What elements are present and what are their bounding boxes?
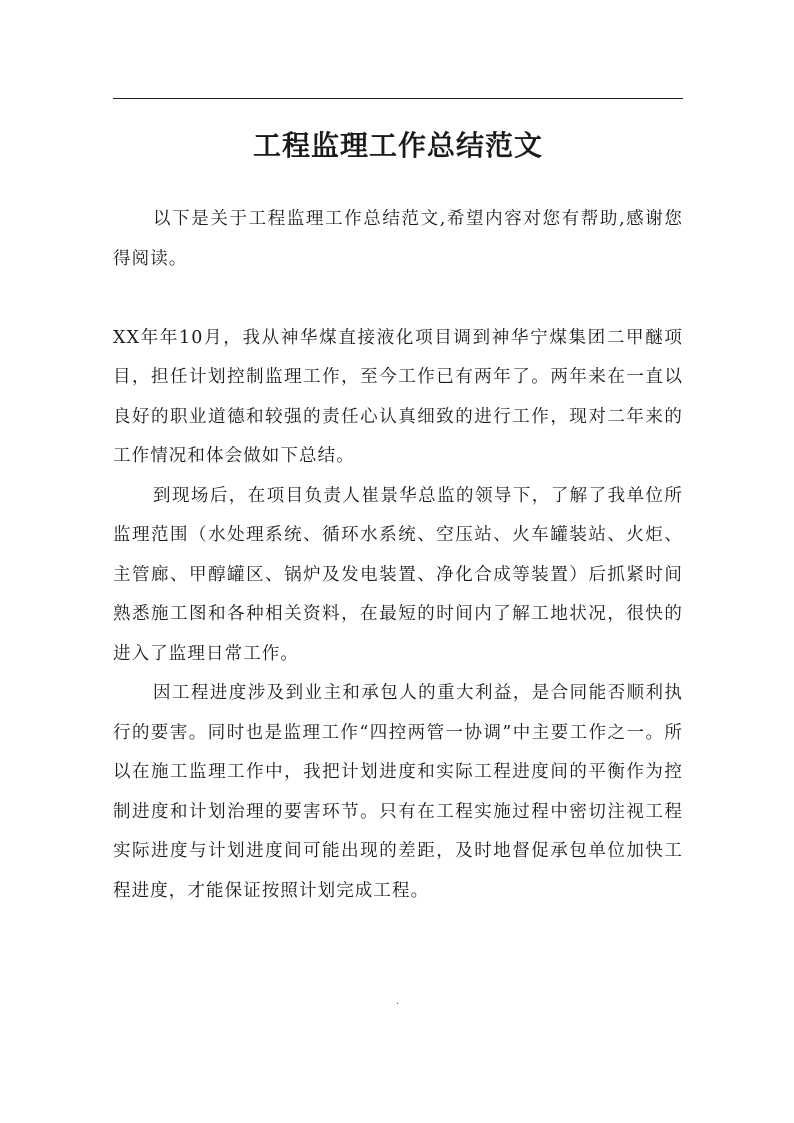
page-footer-mark: . xyxy=(396,996,400,1007)
intro-paragraph: 以下是关于工程监理工作总结范文,希望内容对您有帮助,感谢您得阅读。 xyxy=(113,209,683,269)
body-paragraph-2: 到现场后，在项目负责人崔景华总监的领导下，了解了我单位所监理范围（水处理系统、循环水系统、空压站、火车罐装站、火炬、主管廊、甲醇罐区、锅炉及发电装置、净化合成等装置）后抓紧时间熟悉施工图和各种相关资料，在最短的时间内了解工地状况，很快的进入了监理日常工作。 xyxy=(113,485,683,664)
body-paragraph-1: XX年年10月，我从神华煤直接液化项目调到神华宁煤集团二甲醚项目，担任计划控制监理工作，至今工作已有两年了。两年来在一直以良好的职业道德和较强的责任心认真细致的进行工作，现对二年来的工作情况和体会做如下总结。 xyxy=(113,327,683,466)
document-title: 工程监理工作总结范文 xyxy=(252,129,543,162)
paragraph-gap xyxy=(113,279,683,319)
document-body xyxy=(113,200,683,911)
header-rule xyxy=(113,98,683,99)
body-paragraph-3: 因工程进度涉及到业主和承包人的重大利益，是合同能否顺利执行的要害。同时也是监理工作“四控两管一协调”中主要工作之一。所以在施工监理工作中，我把计划进度和实际工程进度间的平衡作为控制进度和计划治理的要害环节。只有在工程实施过程中密切注视工程实际进度与计划进度间可能出现的差距，及时地督促承包单位加快工程进度，才能保证按照计划完成工程。 xyxy=(113,683,683,901)
